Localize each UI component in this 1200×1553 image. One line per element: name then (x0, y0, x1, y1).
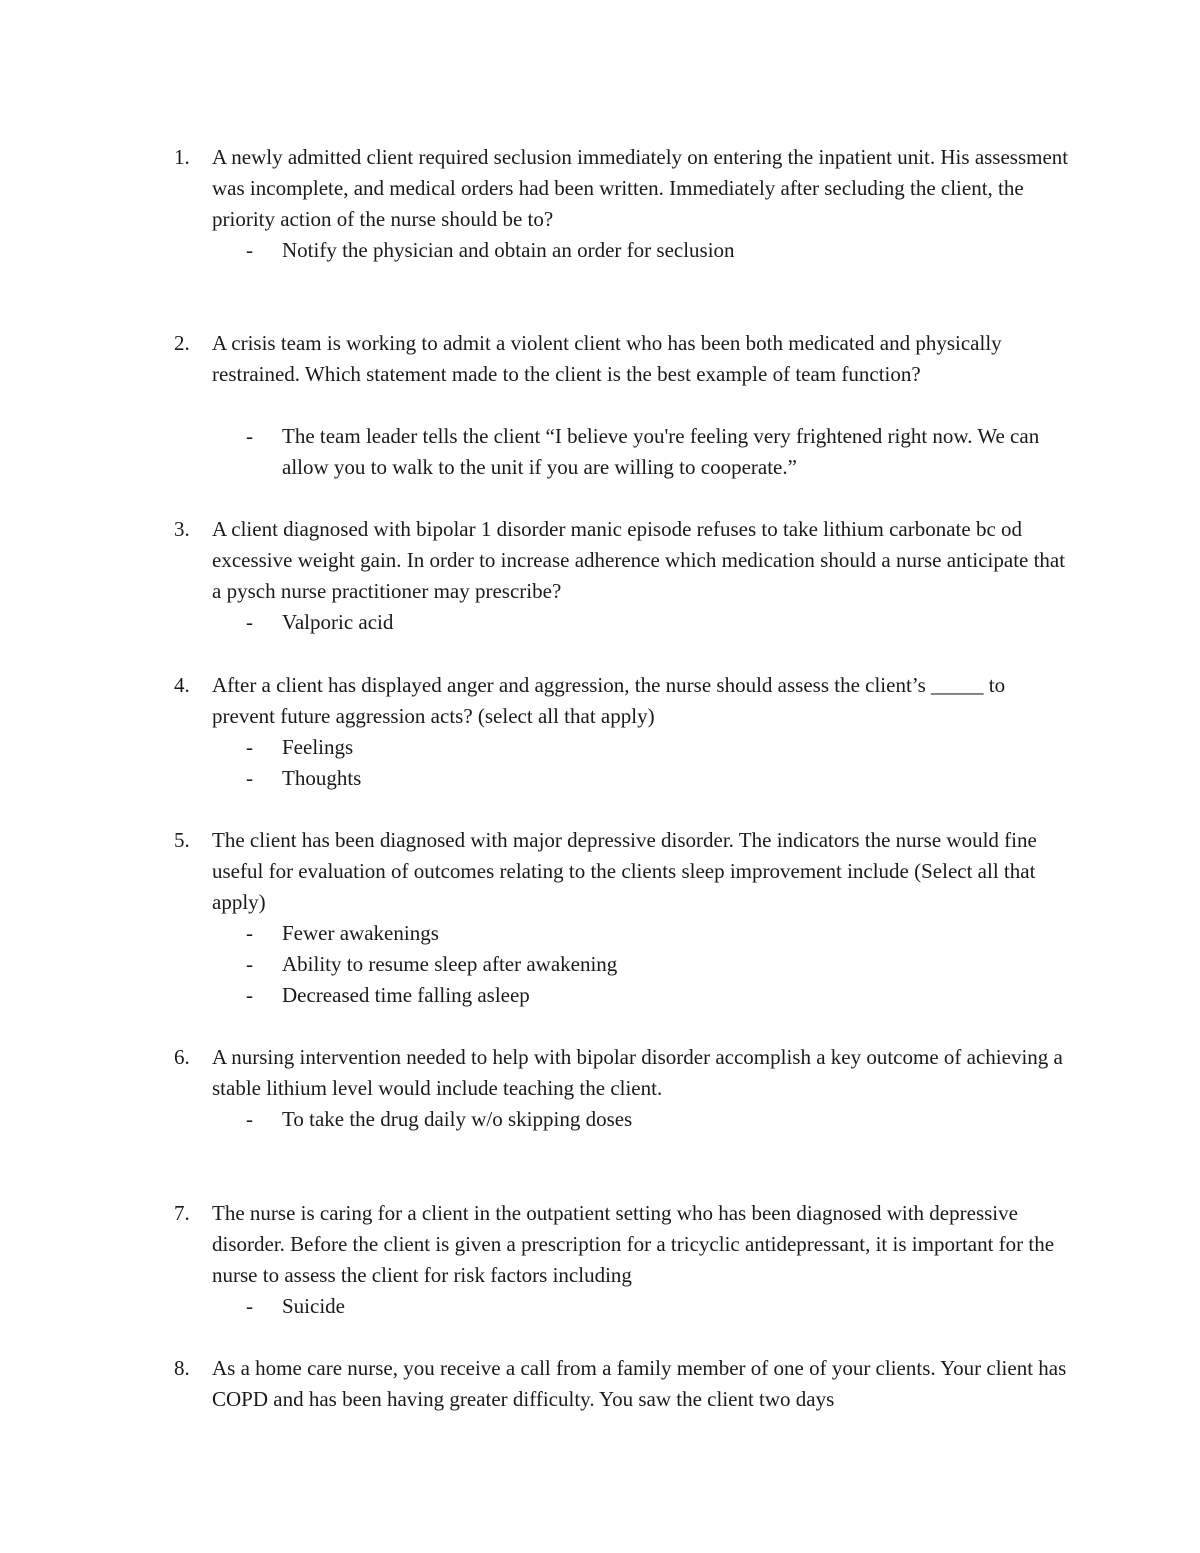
answer-item (246, 763, 1066, 794)
answer-list (246, 1104, 1066, 1135)
dash-bullet: - (246, 735, 253, 759)
dash-bullet: - (246, 921, 253, 945)
dash-bullet: - (246, 238, 253, 262)
dash-bullet: - (246, 983, 253, 1007)
answer-text: Suicide (282, 1294, 345, 1318)
answer-list (246, 235, 1066, 266)
question-number: 7. (174, 1201, 190, 1225)
question-number: 3. (174, 517, 190, 541)
answer-text: Decreased time falling asleep (282, 983, 530, 1007)
question-text: After a client has displayed anger and aggression, the nurse should assess the client’s _____ to prevent future aggression acts? (select all that apply) (212, 673, 1006, 728)
answer-item (246, 918, 1066, 949)
answer-item (246, 235, 1066, 266)
question-number: 4. (174, 673, 190, 697)
question-number: 8. (174, 1356, 190, 1380)
dash-bullet: - (246, 766, 253, 790)
answer-text: Thoughts (282, 766, 362, 790)
answer-list (246, 1291, 1066, 1322)
question-text: The nurse is caring for a client in the outpatient setting who has been diagnosed with depressive disorder. Before the client is given a prescription for a tricyclic antidepressant, it is important for the nurse to assess the client for risk factors including (212, 1201, 1055, 1287)
answer-item (246, 980, 1066, 1011)
question-number: 6. (174, 1045, 190, 1069)
answer-text: Feelings (282, 735, 354, 759)
question-text: A nursing intervention needed to help with bipolar disorder accomplish a key outcome of achieving a stable lithium level would include teaching the client. (212, 1045, 1063, 1100)
question-number: 5. (174, 828, 190, 852)
answer-item (246, 949, 1066, 980)
answer-item (246, 732, 1066, 763)
answer-text: Notify the physician and obtain an order for seclusion (282, 238, 735, 262)
dash-bullet: - (246, 1107, 253, 1131)
question-text: As a home care nurse, you receive a call from a family member of one of your clients. Your client has COPD and has been having greater difficulty. You saw the client two days (212, 1356, 1067, 1411)
answer-list (246, 421, 1066, 483)
question-text: The client has been diagnosed with major depressive disorder. The indicators the nurse would fine useful for evaluation of outcomes relating to the clients sleep improvement include (Select all that apply) (212, 828, 1037, 914)
answer-text: To take the drug daily w/o skipping doses (282, 1107, 633, 1131)
answer-item (246, 1291, 1066, 1322)
question-text: A newly admitted client required seclusion immediately on entering the inpatient unit. His assessment was incomplete, and medical orders had been written. Immediately after secluding the client, the priority action of the nurse should be to? (212, 145, 1069, 231)
question-text: A crisis team is working to admit a violent client who has been both medicated and physically restrained. Which statement made to the client is the best example of team function? (212, 331, 1002, 386)
answer-text: Ability to resume sleep after awakening (282, 952, 618, 976)
answer-list (246, 732, 1066, 794)
answer-list (246, 607, 1066, 638)
dash-bullet: - (246, 424, 253, 448)
answer-text: Valporic acid (282, 610, 394, 634)
answer-item (246, 421, 1066, 483)
question-text: A client diagnosed with bipolar 1 disorder manic episode refuses to take lithium carbonate bc od excessive weight gain. In order to increase adherence which medication should a nurse anticipate that a pysch nurse practitioner may prescribe? (212, 517, 1066, 603)
answer-text: Fewer awakenings (282, 921, 439, 945)
dash-bullet: - (246, 610, 253, 634)
answer-item (246, 1104, 1066, 1135)
answer-item (246, 607, 1066, 638)
question-number: 1. (174, 145, 190, 169)
question-number: 2. (174, 331, 190, 355)
dash-bullet: - (246, 1294, 253, 1318)
answer-list (246, 918, 1066, 1011)
dash-bullet: - (246, 952, 253, 976)
answer-text: The team leader tells the client “I believe you're feeling very frightened right now. We can allow you to walk to the unit if you are willing to cooperate.” (282, 424, 1040, 479)
